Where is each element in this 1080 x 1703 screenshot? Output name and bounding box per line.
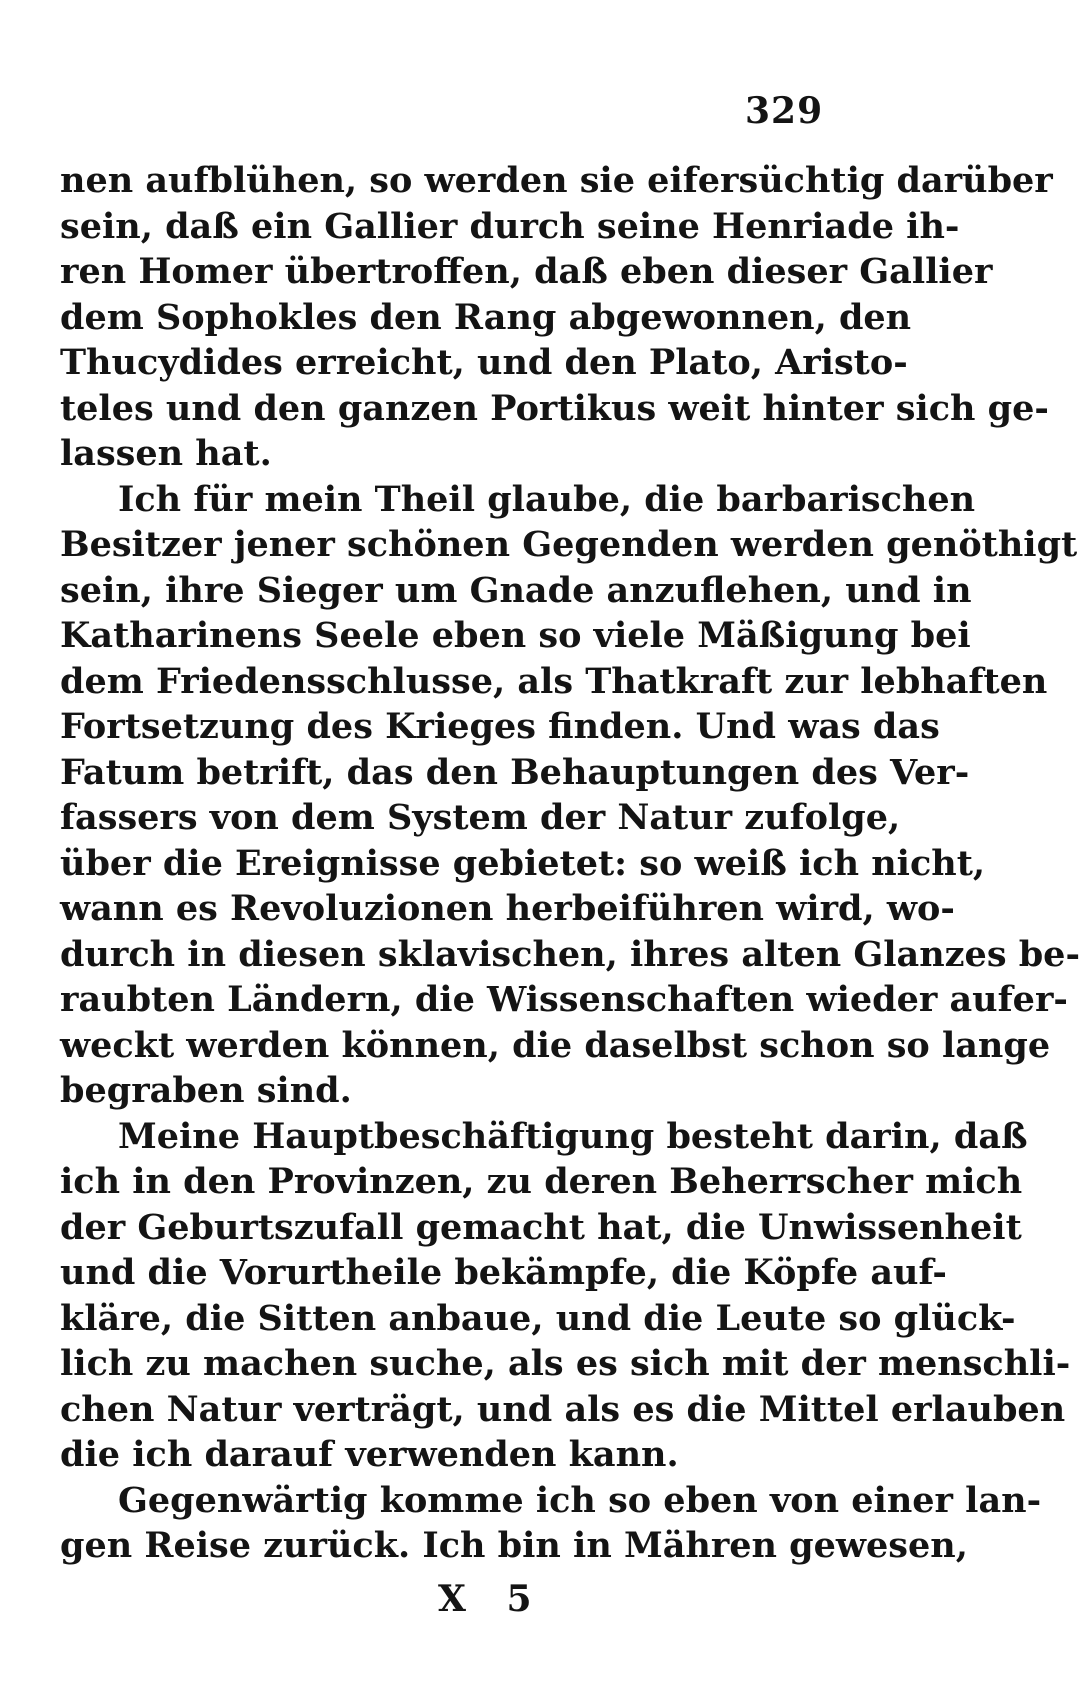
text-line: sein, daß ein Gallier durch seine Henriade ih-	[60, 205, 960, 247]
paragraph-1	[60, 158, 1053, 477]
text-line: der Geburtszufall gemacht hat, die Unwissenheit	[60, 1206, 1022, 1248]
text-line: lassen hat.	[60, 433, 272, 474]
text-line: Thucydides erreicht, und den Plato, Aristo-	[60, 342, 908, 383]
text-line: sein, ihre Sieger um Gnade anzuflehen, und in	[60, 569, 972, 611]
text-line: raubten Ländern, die Wissenschaften wieder aufer-	[60, 979, 1068, 1020]
text-line: Meine Hauptbeschäftigung besteht darin, daß	[118, 1115, 1028, 1157]
text-line: durch in diesen sklavischen, ihres alten Glanzes be-	[60, 933, 1080, 975]
text-line: Gegenwärtig komme ich so eben von einer lan-	[118, 1479, 1042, 1521]
text-line: Ich für mein Theil glaube, die barbarischen	[118, 478, 976, 520]
text-line: Fortsetzung des Krieges finden. Und was das	[60, 706, 940, 747]
text-line: dem Sophokles den Rang abgewonnen, den	[60, 296, 912, 338]
text-line: weckt werden können, die daselbst schon so lange	[60, 1024, 1051, 1066]
paragraph-2	[60, 477, 1080, 1114]
text-line: Besitzer jener schönen Gegenden werden genöthigt	[60, 524, 1078, 565]
text-line: die ich darauf verwenden kann.	[60, 1434, 679, 1475]
text-line: lich zu machen suche, als es sich mit der menschli-	[60, 1343, 1071, 1384]
text-line: begraben sind.	[60, 1070, 352, 1111]
text-line: fassers von dem System der Natur zufolge,	[60, 797, 901, 838]
text-line: kläre, die Sitten anbaue, und die Leute so glück-	[60, 1297, 1016, 1339]
text-line: nen aufblühen, so werden sie eifersüchtig darüber	[60, 160, 1053, 201]
text-line: dem Friedensschlusse, als Thatkraft zur lebhaften	[60, 660, 1048, 702]
text-line: Fatum betrift, das den Behauptungen des Ver-	[60, 751, 970, 793]
page-number: 329	[745, 90, 824, 132]
text-line: teles und den ganzen Portikus weit hinter sich ge-	[60, 387, 1049, 429]
text-line: über die Ereignisse gebietet: so weiß ich nicht,	[60, 842, 986, 884]
text-line: ich in den Provinzen, zu deren Beherrscher mich	[60, 1161, 1023, 1202]
paragraph-4	[60, 1478, 1042, 1569]
text-line: chen Natur verträgt, und als es die Mittel erlauben	[60, 1388, 1066, 1430]
body-text	[60, 158, 1080, 1569]
signature-mark: X 5	[438, 1578, 546, 1620]
text-line: wann es Revoluzionen herbeiführen wird, wo-	[60, 888, 955, 929]
text-line: Katharinens Seele eben so viele Mäßigung bei	[60, 615, 971, 656]
paragraph-3	[60, 1114, 1071, 1478]
text-line: und die Vorurtheile bekämpfe, die Köpfe auf-	[60, 1252, 947, 1293]
text-line: gen Reise zurück. Ich bin in Mähren gewesen,	[60, 1525, 968, 1566]
text-line: ren Homer übertroffen, daß eben dieser Gallier	[60, 251, 993, 292]
